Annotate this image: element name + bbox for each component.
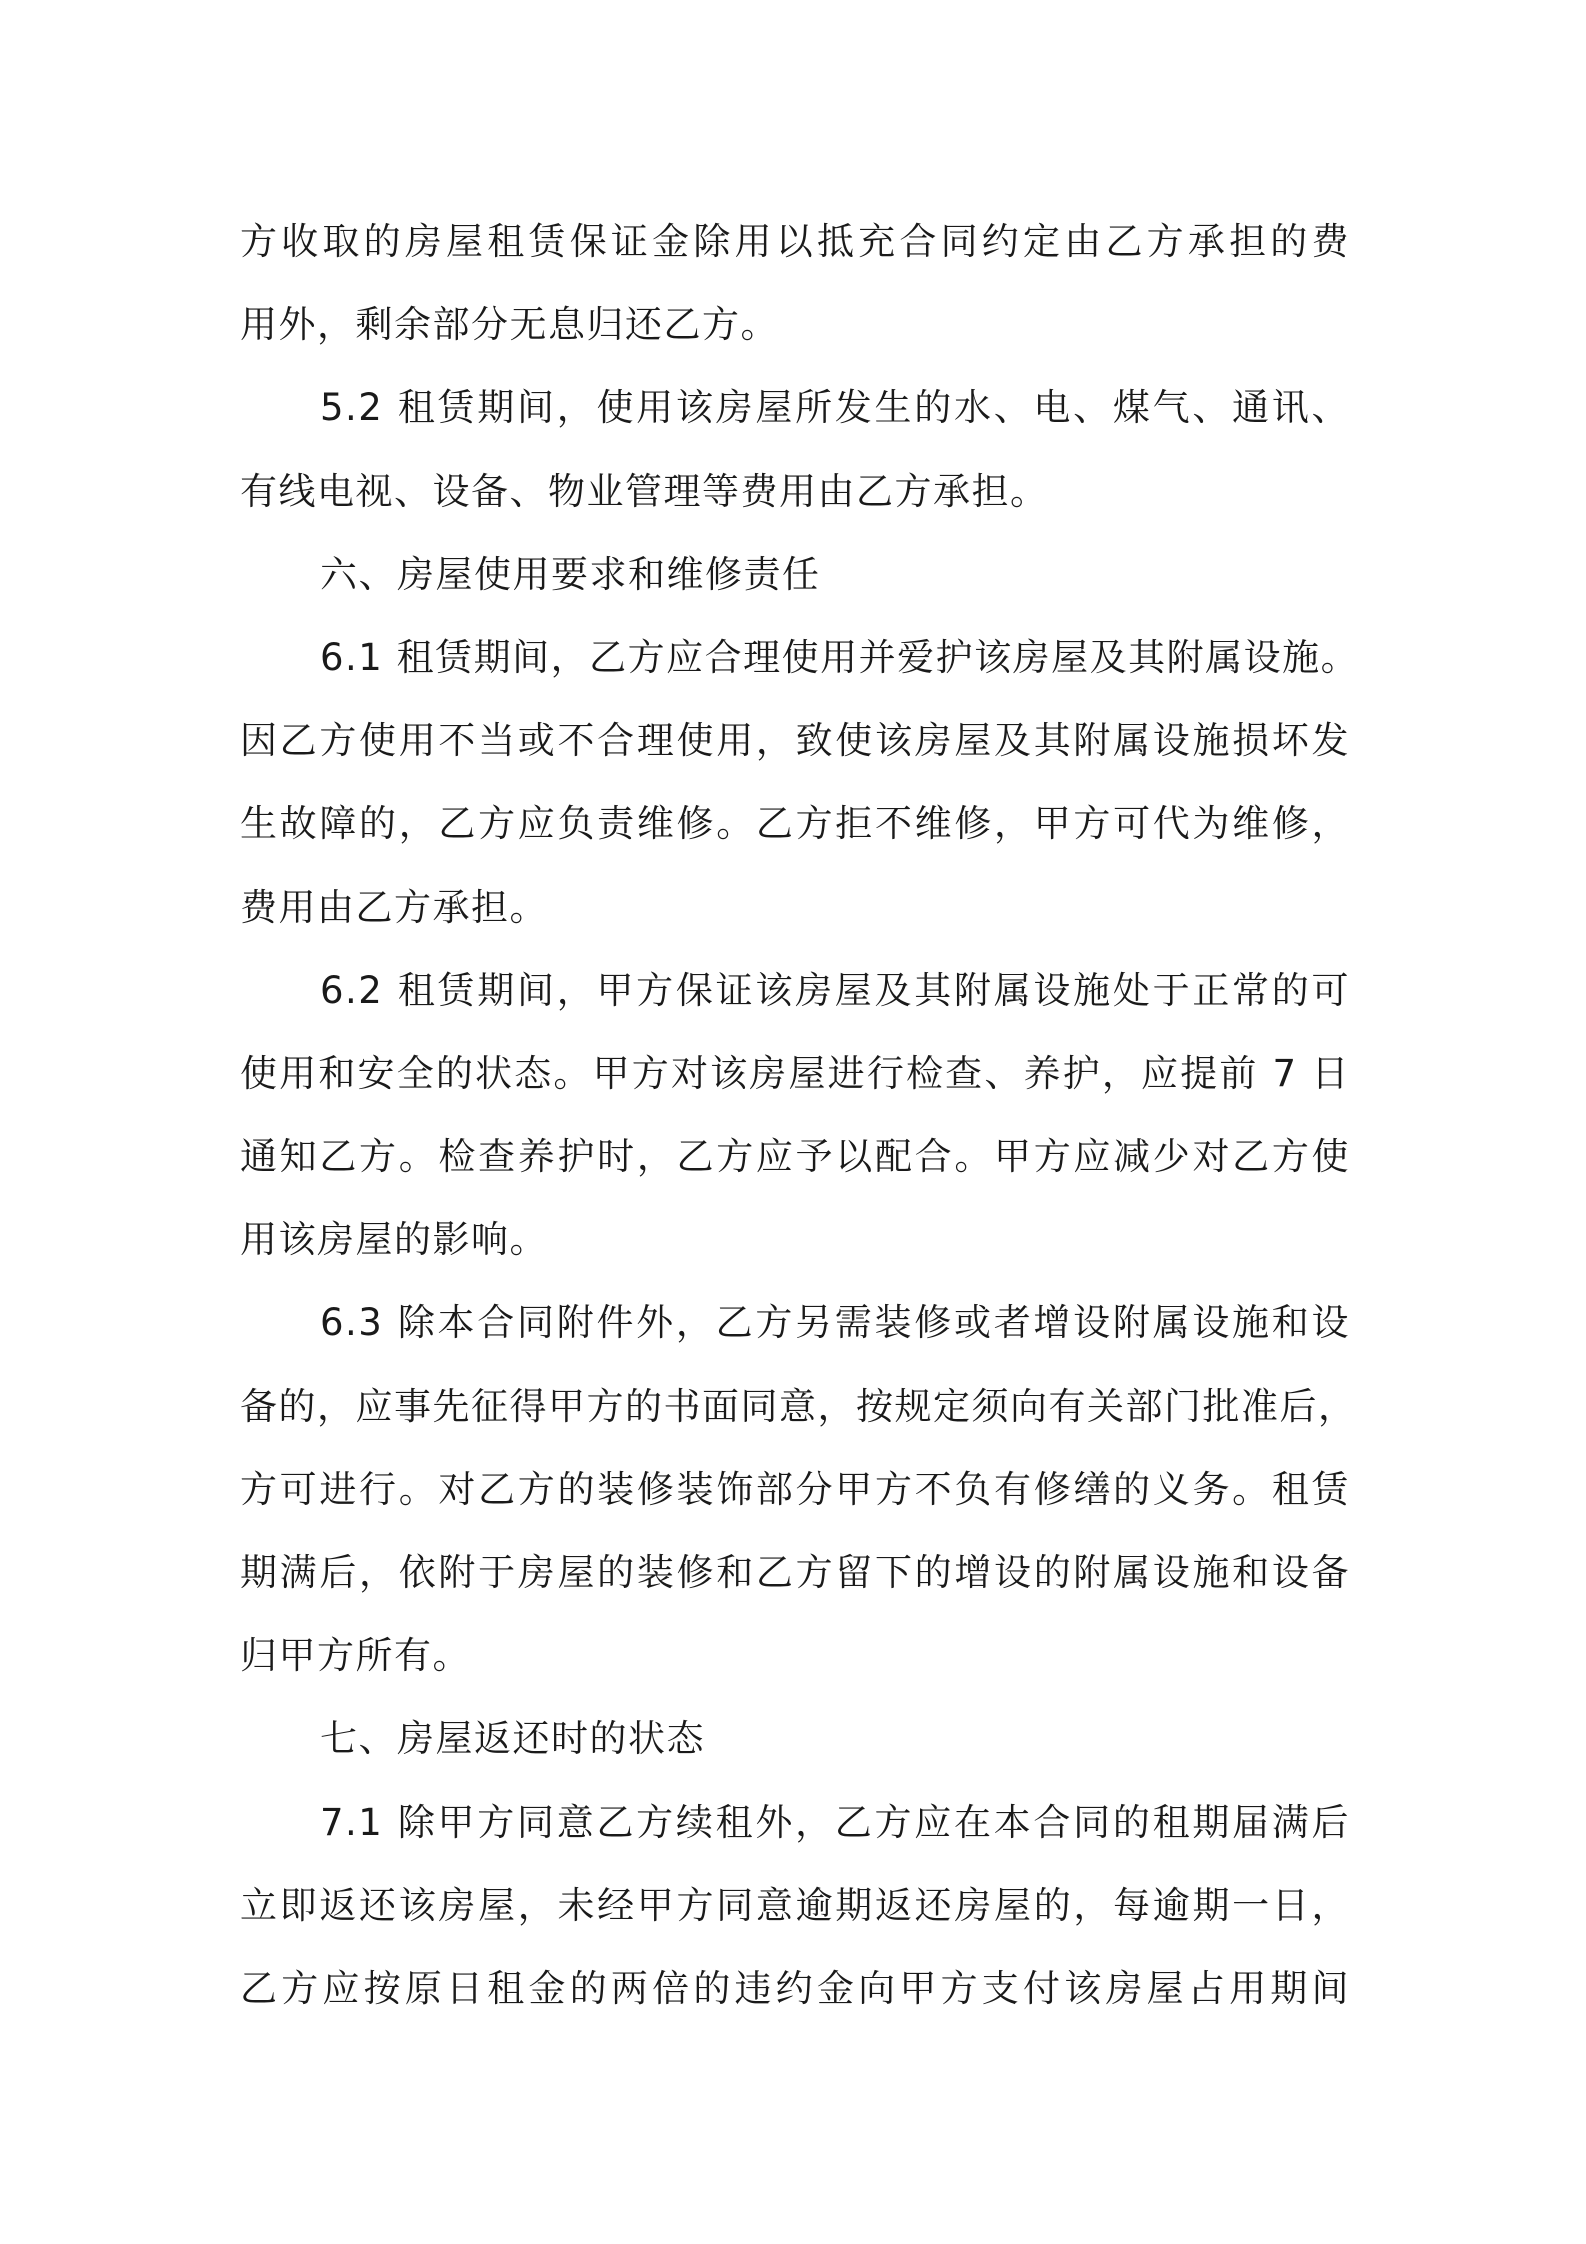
text-line: 方可进行。对乙方的装修装饰部分甲方不负有修缮的义务。租赁 bbox=[240, 1467, 1350, 1511]
clause-7-1: 7.1 除甲方同意乙方续租外，乙方应在本合同的租期届满后 bbox=[320, 1800, 1350, 1844]
text-line: 期满后，依附于房屋的装修和乙方留下的增设的附属设施和设备 bbox=[240, 1551, 1350, 1594]
text-line: 用该房屋的影响。 bbox=[240, 1218, 548, 1262]
section-heading-6: 六、房屋使用要求和维修责任 bbox=[320, 552, 821, 596]
text-line: 归甲方所有。 bbox=[240, 1634, 471, 1678]
text-line: 用外，剩余部分无息归还乙方。 bbox=[240, 303, 779, 347]
text-line: 乙方应按原日租金的两倍的违约金向甲方支付该房屋占用期间 bbox=[240, 1966, 1350, 2010]
text-line: 费用由乙方承担。 bbox=[240, 885, 548, 929]
clause-5-2: 5.2 租赁期间，使用该房屋所发生的水、电、煤气、通讯、 bbox=[320, 386, 1350, 430]
clause-6-2: 6.2 租赁期间，甲方保证该房屋及其附属设施处于正常的可 bbox=[320, 968, 1350, 1012]
text-line: 方收取的房屋租赁保证金除用以抵充合同约定由乙方承担的费 bbox=[240, 220, 1350, 263]
text-line: 备的，应事先征得甲方的书面同意，按规定须向有关部门批准后， bbox=[240, 1384, 1357, 1428]
text-line: 生故障的，乙方应负责维修。乙方拒不维修，甲方可代为维修， bbox=[240, 802, 1350, 846]
clause-6-1: 6.1 租赁期间，乙方应合理使用并爱护该房屋及其附属设施。 bbox=[320, 635, 1360, 679]
text-line: 有线电视、设备、物业管理等费用由乙方承担。 bbox=[240, 469, 1049, 513]
text-line: 通知乙方。检查养护时，乙方应予以配合。甲方应减少对乙方使 bbox=[240, 1135, 1350, 1179]
text-line: 使用和安全的状态。甲方对该房屋进行检查、养护，应提前 7 日 bbox=[240, 1051, 1350, 1095]
text-line: 因乙方使用不当或不合理使用，致使该房屋及其附属设施损坏发 bbox=[240, 719, 1350, 763]
section-heading-7: 七、房屋返还时的状态 bbox=[320, 1717, 705, 1761]
document-body bbox=[240, 200, 1360, 2030]
text-line: 立即返还该房屋，未经甲方同意逾期返还房屋的，每逾期一日， bbox=[240, 1883, 1350, 1927]
clause-6-3: 6.3 除本合同附件外，乙方另需装修或者增设附属设施和设 bbox=[320, 1301, 1350, 1345]
